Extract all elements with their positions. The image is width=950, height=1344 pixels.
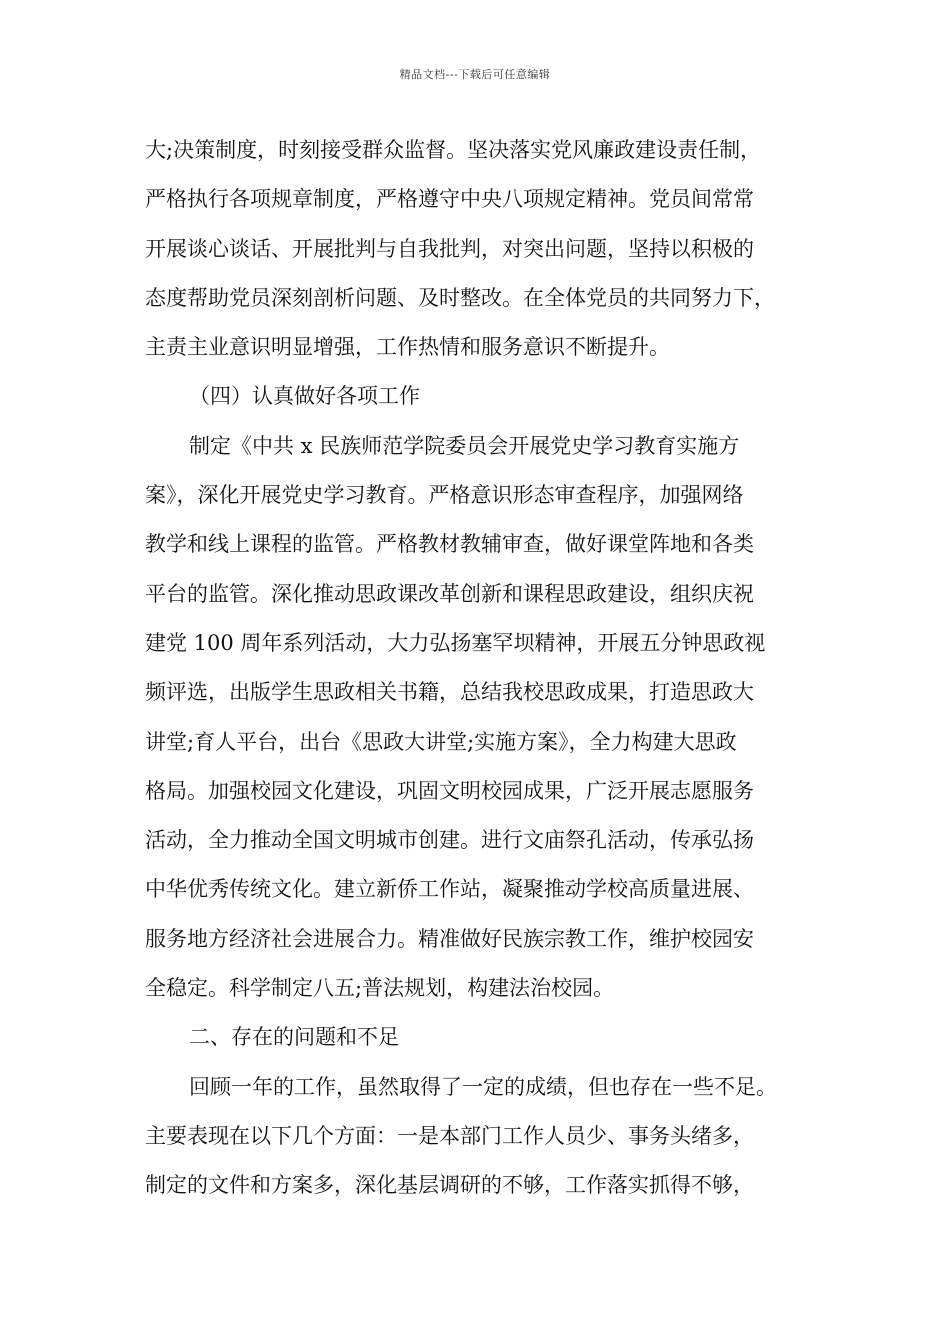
body-line: 主要表现在以下几个方面：一是本部门工作人员少、事务头绪多， <box>145 1123 754 1148</box>
body-line: 活动，全力推动全国文明城市创建。进行文庙祭孔活动，传承弘扬 <box>145 828 754 853</box>
body-line: 主责主业意识明显增强，工作热情和服务意识不断提升。 <box>145 335 670 360</box>
body-line: 开展谈心谈话、开展批判与自我批判，对突出问题，坚持以积极的 <box>145 236 754 261</box>
section-heading: 二、存在的问题和不足 <box>189 1025 399 1050</box>
section-heading: （四）认真做好各项工作 <box>189 384 420 409</box>
body-line: 大;决策制度，时刻接受群众监督。坚决落实党风廉政建设责任制， <box>145 138 762 162</box>
body-line: 态度帮助党员深刻剖析问题、及时整改。在全体党员的共同努力下， <box>145 285 775 310</box>
body-line: 频评选，出版学生思政相关书籍，总结我校思政成果，打造思政大 <box>145 680 754 705</box>
body-line: 中华优秀传统文化。建立新侨工作站，凝聚推动学校高质量进展、 <box>145 877 754 902</box>
body-line: 案》，深化开展党史学习教育。严格意识形态审查程序，加强网络 <box>145 483 744 508</box>
body-line: 建党 100 周年系列活动，大力弘扬塞罕坝精神，开展五分钟思政视 <box>145 630 766 655</box>
document-body <box>145 126 815 1211</box>
paragraph-first-line: 回顾一年的工作，虽然取得了一定的成绩，但也存在一些不足。 <box>189 1074 777 1099</box>
body-line: 全稳定。科学制定八五;普法规划，构建法治校园。 <box>145 976 615 1001</box>
body-line: 制定的文件和方案多，深化基层调研的不够，工作落实抓得不够， <box>145 1173 754 1198</box>
page-header: 精品文档---下载后可任意编辑 <box>399 68 551 81</box>
body-line: 教学和线上课程的监管。严格教材教辅审查，做好课堂阵地和各类 <box>145 532 754 557</box>
body-line: 严格执行各项规章制度，严格遵守中央八项规定精神。党员间常常 <box>145 187 754 212</box>
body-line: 格局。加强校园文化建设，巩固文明校园成果，广泛开展志愿服务 <box>145 778 754 803</box>
body-line: 讲堂;育人平台，出台《思政大讲堂;实施方案》，全力构建大思政 <box>145 729 737 754</box>
body-line: 平台的监管。深化推动思政课改革创新和课程思政建设，组织庆祝 <box>145 581 754 606</box>
body-line: 服务地方经济社会进展合力。精准做好民族宗教工作，维护校园安 <box>145 926 754 951</box>
paragraph-first-line: 制定《中共 x 民族师范学院委员会开展党史学习教育实施方 <box>189 433 740 458</box>
